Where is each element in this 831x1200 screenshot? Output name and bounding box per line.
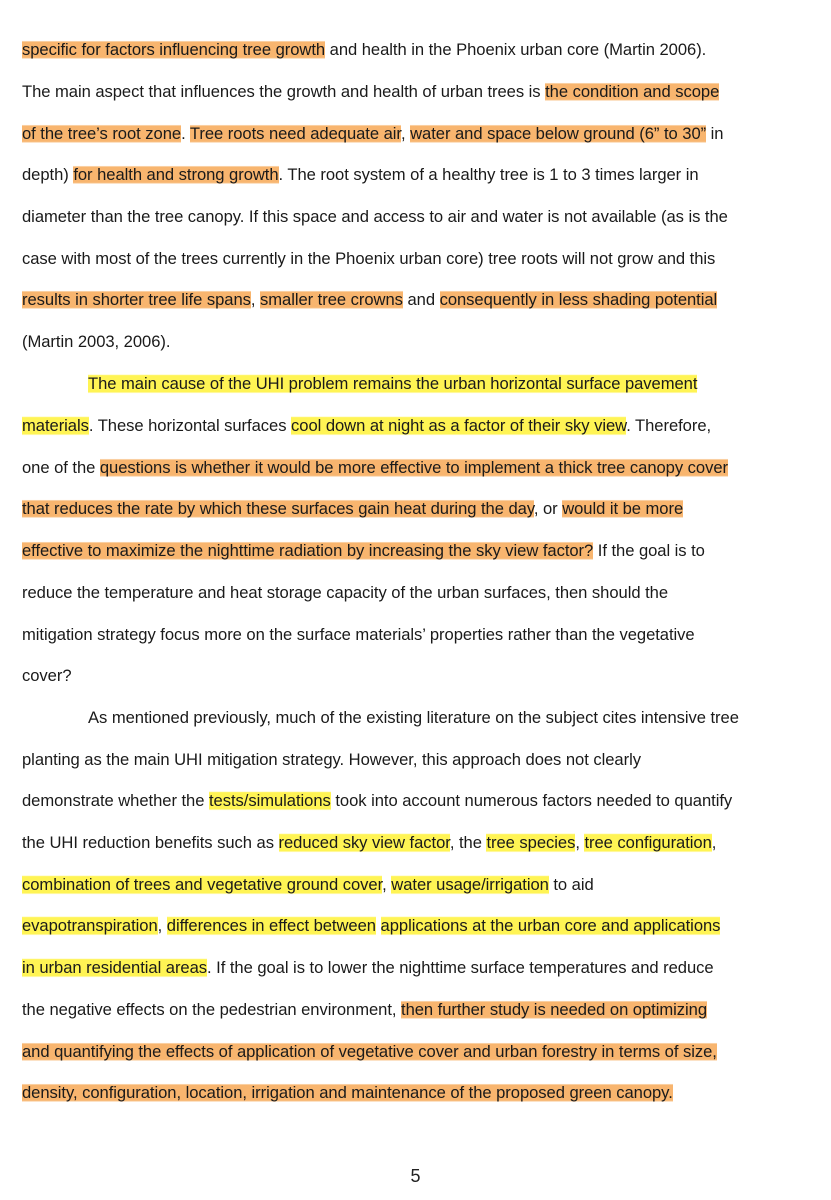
text-line — [22, 206, 728, 228]
highlight-orange: then further study is needed on optimizing — [401, 1000, 708, 1019]
text-run: , — [382, 875, 392, 894]
text-line — [22, 415, 711, 437]
text-line — [22, 999, 707, 1021]
text-run: . If the goal is to lower the nighttime surface temperatures and reduce — [207, 958, 714, 977]
text-run: The main aspect that influences the growth and health of urban trees is — [22, 82, 546, 101]
text-run: case with most of the trees currently in the Phoenix urban core) tree roots will not grow and this — [22, 249, 716, 268]
highlight-orange: density, configuration, location, irrigation and maintenance of the proposed green canopy. — [22, 1083, 673, 1102]
text-run: depth) — [22, 165, 74, 184]
text-run: mitigation strategy focus more on the surface materials’ properties rather than the vegetative — [22, 625, 695, 644]
text-line — [88, 373, 697, 395]
text-line — [22, 498, 683, 520]
text-run: and health in the Phoenix urban core (Martin 2006). — [325, 40, 707, 59]
text-run: the negative effects on the pedestrian environment, — [22, 1000, 402, 1019]
page-number: 5 — [410, 1166, 421, 1186]
text-run: As mentioned previously, much of the existing literature on the subject cites intensive tree — [88, 708, 739, 727]
text-line — [22, 331, 170, 353]
highlight-yellow: reduced sky view factor — [278, 833, 450, 852]
highlight-orange: Tree roots need adequate air — [189, 124, 401, 143]
highlight-orange: the condition and scope — [545, 82, 720, 101]
text-line — [22, 248, 715, 270]
highlight-yellow: combination of trees and vegetative ground cover — [22, 875, 383, 894]
highlight-yellow: materials — [22, 416, 89, 435]
text-line — [22, 164, 699, 186]
highlight-yellow: in urban residential areas — [22, 958, 208, 977]
highlight-orange: that reduces the rate by which these surfaces gain heat during the day — [22, 499, 534, 518]
highlight-yellow: tests/simulations — [208, 791, 331, 810]
highlight-yellow: tree species — [486, 833, 576, 852]
highlight-orange: consequently in less shading potential — [439, 290, 718, 309]
highlight-yellow: evapotranspiration — [22, 916, 158, 935]
highlight-orange: questions is whether it would be more effective to implement a thick tree canopy cover — [99, 458, 728, 477]
text-run: , — [157, 916, 167, 935]
text-run: . Therefore, — [626, 416, 712, 435]
text-run: . — [181, 124, 190, 143]
text-line — [22, 790, 732, 812]
text-run: , — [250, 290, 260, 309]
text-run: diameter than the tree canopy. If this space and access to air and water is not available (as is the — [22, 207, 728, 226]
text-run: , — [575, 833, 585, 852]
highlight-orange: smaller tree crowns — [260, 290, 403, 309]
text-run: . The root system of a healthy tree is 1 to 3 times larger in — [278, 165, 699, 184]
text-run — [376, 916, 381, 935]
text-run: If the goal is to — [593, 541, 705, 560]
text-run: , — [400, 124, 411, 143]
text-run: . These horizontal surfaces — [88, 416, 292, 435]
text-run: to aid — [548, 875, 594, 894]
text-line — [22, 540, 705, 562]
highlight-orange: specific for factors influencing tree growth — [22, 40, 326, 59]
text-run: and — [402, 290, 440, 309]
text-line — [22, 457, 728, 479]
text-line — [22, 749, 641, 771]
highlight-orange: of the tree’s root zone — [22, 124, 182, 143]
text-run: the UHI reduction benefits such as — [22, 833, 279, 852]
text-line — [22, 665, 72, 687]
highlight-orange: for health and strong growth — [73, 165, 279, 184]
text-line — [22, 874, 594, 896]
highlight-orange: effective to maximize the nighttime radiation by increasing the sky view factor? — [22, 541, 594, 560]
text-line — [22, 123, 724, 145]
text-line — [22, 81, 719, 103]
highlight-orange: and quantifying the effects of application of vegetative cover and urban forestry in terms of size, — [22, 1042, 717, 1061]
text-run: planting as the main UHI mitigation strategy. However, this approach does not clearly — [22, 750, 641, 769]
highlight-yellow: water usage/irrigation — [391, 875, 549, 894]
text-line — [22, 582, 668, 604]
text-run: (Martin 2003, 2006). — [22, 332, 171, 351]
text-run: , — [711, 833, 717, 852]
text-run: , or — [533, 499, 563, 518]
text-run: demonstrate whether the — [22, 791, 209, 810]
text-line — [22, 957, 714, 979]
highlight-yellow: cool down at night as a factor of their sky view — [291, 416, 627, 435]
highlight-orange: would it be more — [562, 499, 684, 518]
highlight-yellow: tree configuration — [584, 833, 712, 852]
text-line — [88, 707, 739, 729]
highlight-yellow: differences in effect between — [166, 916, 376, 935]
text-line — [22, 832, 716, 854]
highlight-orange: water and space below ground (6” to 30” — [410, 124, 707, 143]
text-run: took into account numerous factors needed to quantify — [330, 791, 733, 810]
text-line — [22, 915, 720, 937]
text-line — [22, 39, 706, 61]
text-line — [22, 1041, 717, 1063]
highlight-orange: results in shorter tree life spans — [22, 290, 251, 309]
text-run: , the — [449, 833, 487, 852]
highlight-yellow: The main cause of the UHI problem remains the urban horizontal surface pavement — [88, 374, 698, 393]
text-run: reduce the temperature and heat storage capacity of the urban surfaces, then should the — [22, 583, 668, 602]
text-line — [22, 624, 695, 646]
text-line — [22, 1082, 673, 1104]
text-line — [22, 289, 717, 311]
text-run: one of the — [22, 458, 100, 477]
highlight-yellow: applications at the urban core and applications — [380, 916, 721, 935]
text-run: in — [706, 124, 724, 143]
text-run: cover? — [22, 666, 72, 685]
